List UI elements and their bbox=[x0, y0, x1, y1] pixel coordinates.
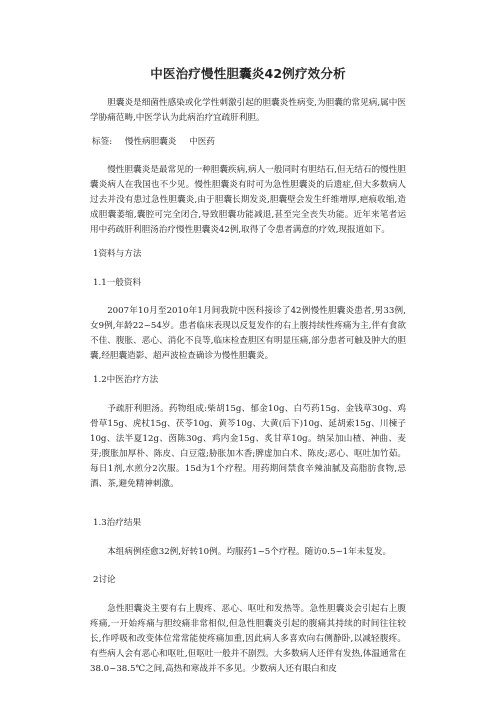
keywords-label: 标签: bbox=[92, 137, 113, 147]
section-heading: 1资料与方法 bbox=[93, 249, 142, 259]
keyword-item: 慢性病胆囊炎 bbox=[124, 137, 177, 147]
paragraph-results: 本组病例痊愈32例,好转10例。均服药1~5个疗程。随访0.5~1年未复发。 bbox=[107, 547, 392, 557]
paragraph-general-data: 2007年10月至2010年1月间我院中医科接诊了42例慢性胆囊炎患者,男33例,女9例,年龄22~54岁。患者临床表现以反复发作的右上腹持续性疼痛为主,伴有食欲不佳、腹胀、恶心、消化不良等,临床检查胆区有明显压痛,部分患者可触及肿大的胆囊,经胆囊造影、超声波检查确诊为慢性胆囊炎。 bbox=[90, 306, 406, 361]
subsection-heading: 1.3治疗结果 bbox=[93, 518, 142, 528]
abstract-paragraph: 胆囊炎是细菌性感染或化学性刺激引起的胆囊炎性病变,为胆囊的常见病,属中医学胁痛范畴,中医学认为此病治疗宜疏肝利胆。 bbox=[90, 98, 406, 123]
subsection-heading: 1.1一般资料 bbox=[93, 278, 142, 288]
paragraph-treatment-method: 予疏肝利胆汤。药物组成:柴胡15g、郁金10g、白芍药15g、金钱草30g、鸡骨草15g、虎杖15g、茯苓10g、黄芩10g、大黄(后下)10g、延胡索15g、川楝子10g、法半夏12g、茵陈30g、鸡内金15g、炙甘草10g。纳呆加山楂、神曲、麦芽;腹胀加厚朴、陈皮、白豆蔻;胁胀加木香;脾虚加白术、陈皮;恶心、呕吐加竹茹。每日1剂,水煎分2次服。15d为1个疗程。用药期间禁食辛辣油腻及高脂肪食物,忌酒、茶,避免精神刺激。 bbox=[90, 404, 406, 489]
subsection-heading: 1.2中医治疗方法 bbox=[93, 375, 159, 385]
section-heading: 2讨论 bbox=[93, 575, 116, 585]
keyword-item: 中医药 bbox=[189, 137, 215, 147]
intro-paragraph: 慢性胆囊炎是最常见的一种胆囊疾病,病人一般同时有胆结石,但无结石的慢性胆囊炎病人在我国也不少见。慢性胆囊炎有时可为急性胆囊炎的后遗症,但大多数病人过去并没有患过急性胆囊炎,由于胆囊长期发炎,胆囊壁会发生纤维增厚,疤痕收缩,造成胆囊萎缩,囊腔可完全闭合,导致胆囊功能减退,甚至完全丧失功能。近年来笔者运用中药疏肝利胆汤治疗慢性胆囊炎42例,取得了令患者满意的疗效,现报道如下。 bbox=[90, 165, 406, 235]
paragraph-discussion: 急性胆囊炎主要有右上腹疼、恶心、呕吐和发热等。急性胆囊炎会引起右上腹疼痛,一开始疼痛与胆绞痛非常相似,但急性胆囊炎引起的腹痛其持续的时间往往较长,作呼吸和改变体位常常能使疼痛加重,因此病人多喜欢向右侧静卧,以减轻腹疼。有些病人会有恶心和呕吐,但呕吐一般并不剧烈。大多数病人还伴有发热,体温通常在38.0~38.5℃之间,高热和寒战并不多见。少数病人还有眼白和皮 bbox=[90, 604, 406, 674]
keywords-line bbox=[92, 135, 408, 150]
document-title: 中医治疗慢性胆囊炎42例疗效分析 bbox=[150, 66, 346, 81]
